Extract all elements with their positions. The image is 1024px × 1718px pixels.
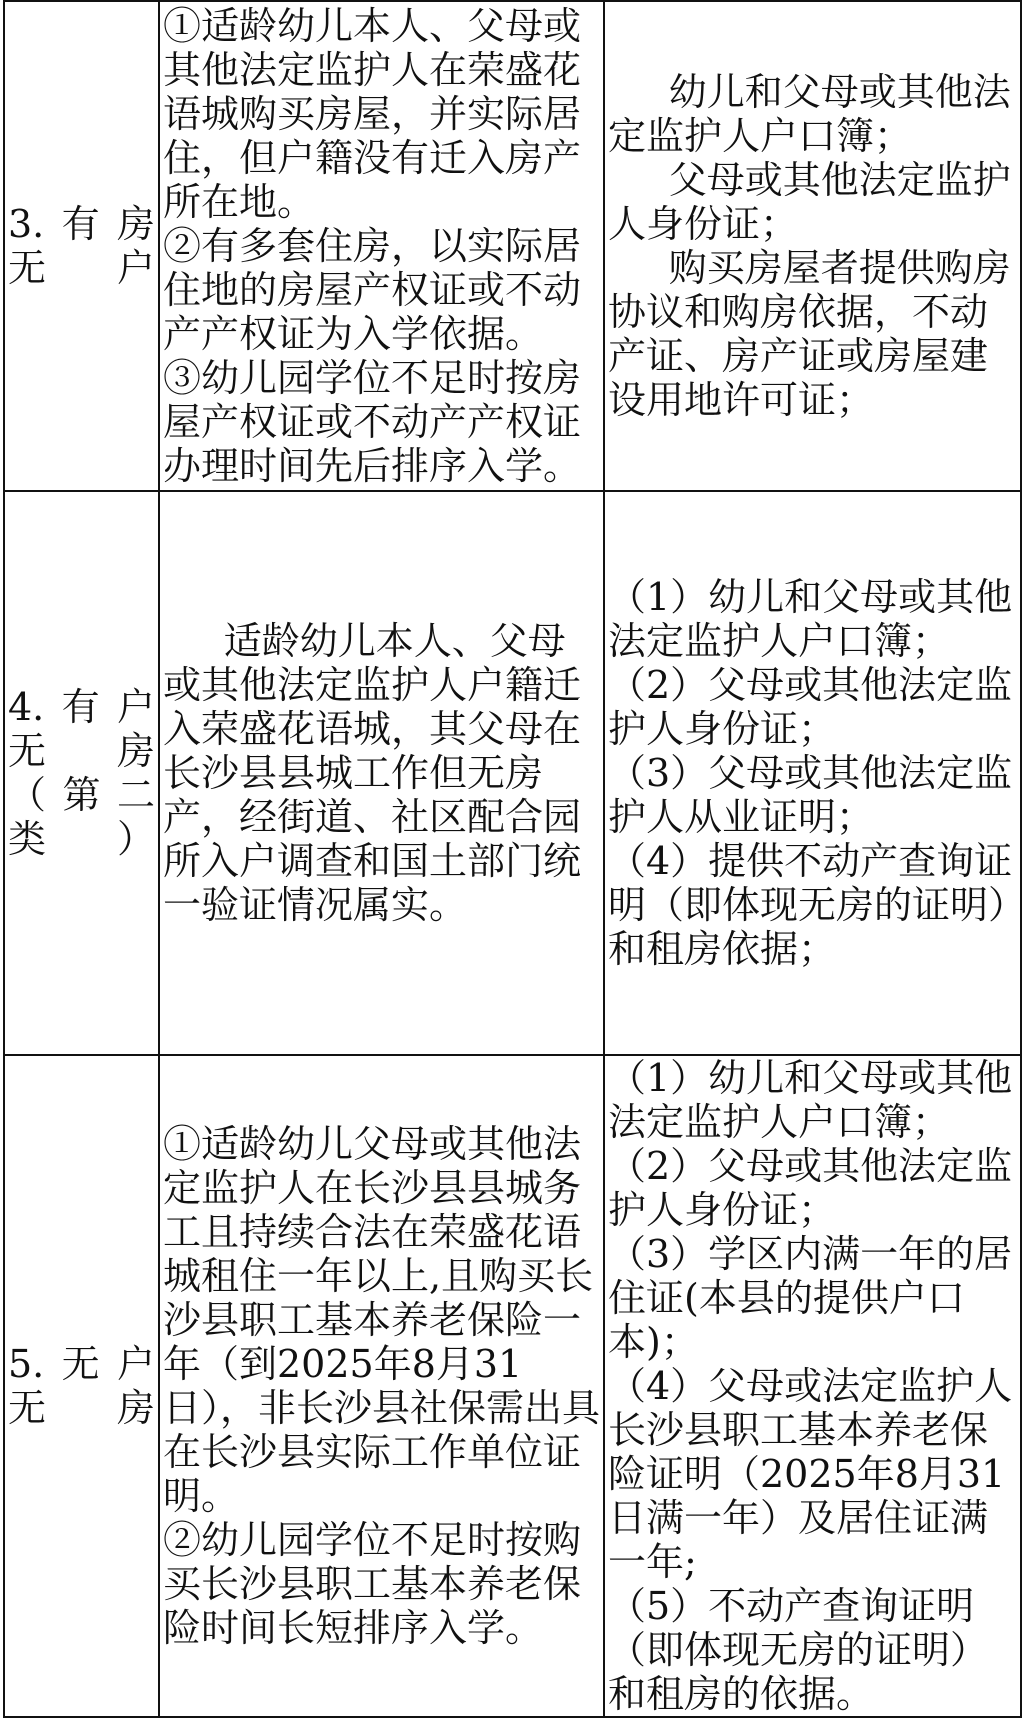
condition-item: ①适龄幼儿本人、父母或其他法定监护人在荣盛花语城购买房屋，并实际居住，但户籍没有迁入房产所在地。 <box>163 4 582 224</box>
material-item: （2）父母或其他法定监护人身份证； <box>608 1144 1013 1232</box>
materials-cell <box>604 1055 1021 1717</box>
conditions-cell <box>159 1055 604 1717</box>
condition-item: 适龄幼儿本人、父母或其他法定监护人户籍迁入荣盛花语城，其父母在长沙县县城工作但无房产，经街道、社区配合园所入户调查和国土部门统一验证情况属实。 <box>163 619 582 927</box>
materials-cell <box>604 1 1021 491</box>
material-item: 幼儿和父母或其他法定监护人户口簿； <box>608 70 1011 158</box>
material-item: （3）父母或其他法定监护人从业证明； <box>608 751 1013 839</box>
materials-cell <box>604 491 1021 1055</box>
category-cell <box>4 1 159 491</box>
table-row <box>4 1 1021 491</box>
table-row <box>4 1055 1021 1717</box>
material-item: 购买房屋者提供购房协议和购房依据，不动产证、房产证或房屋建设用地许可证； <box>608 246 1011 422</box>
material-item: （1）幼儿和父母或其他法定监护人户口簿； <box>608 1056 1013 1144</box>
material-item: （1）幼儿和父母或其他法定监护人户口簿； <box>608 575 1013 663</box>
category-cell <box>4 491 159 1055</box>
conditions-cell <box>159 491 604 1055</box>
enrollment-criteria-table <box>3 0 1022 1718</box>
conditions-cell <box>159 1 604 491</box>
material-item: （4）提供不动产查询证明（即体现无房的证明）和租房依据； <box>608 839 1013 971</box>
condition-item: ①适龄幼儿父母或其他法定监护人在长沙县县城务工且持续合法在荣盛花语城租住一年以上,且购买长沙县职工基本养老保险一年（到2025年8月31日），非长沙县社保需出具在长沙县实际工作单位证明。 <box>163 1122 601 1518</box>
material-item: 父母或其他法定监护人身份证； <box>608 158 1011 246</box>
material-item: （5）不动产查询证明（即体现无房的证明）和租房的依据。 <box>608 1584 989 1716</box>
table-row <box>4 491 1021 1055</box>
category-cell <box>4 1055 159 1717</box>
material-item: （4）父母或法定监护人长沙县职工基本养老保险证明（2025年8月31日满一年）及居住证满一年; <box>608 1364 1013 1584</box>
condition-item: ②幼儿园学位不足时按购买长沙县职工基本养老保险时间长短排序入学。 <box>163 1518 582 1650</box>
material-item: （2）父母或其他法定监护人身份证； <box>608 663 1013 751</box>
category-label: 4.有户无房（第二类） <box>8 685 155 861</box>
condition-item: ②有多套住房，以实际居住地的房屋产权证或不动产产权证为入学依据。 <box>163 224 582 356</box>
category-label: 5.无户无房 <box>8 1342 155 1430</box>
condition-item: ③幼儿园学位不足时按房屋产权证或不动产产权证办理时间先后排序入学。 <box>163 356 582 488</box>
category-label: 3.有房无户 <box>8 202 155 290</box>
material-item: （3）学区内满一年的居住证(本县的提供户口本)； <box>608 1232 1013 1364</box>
